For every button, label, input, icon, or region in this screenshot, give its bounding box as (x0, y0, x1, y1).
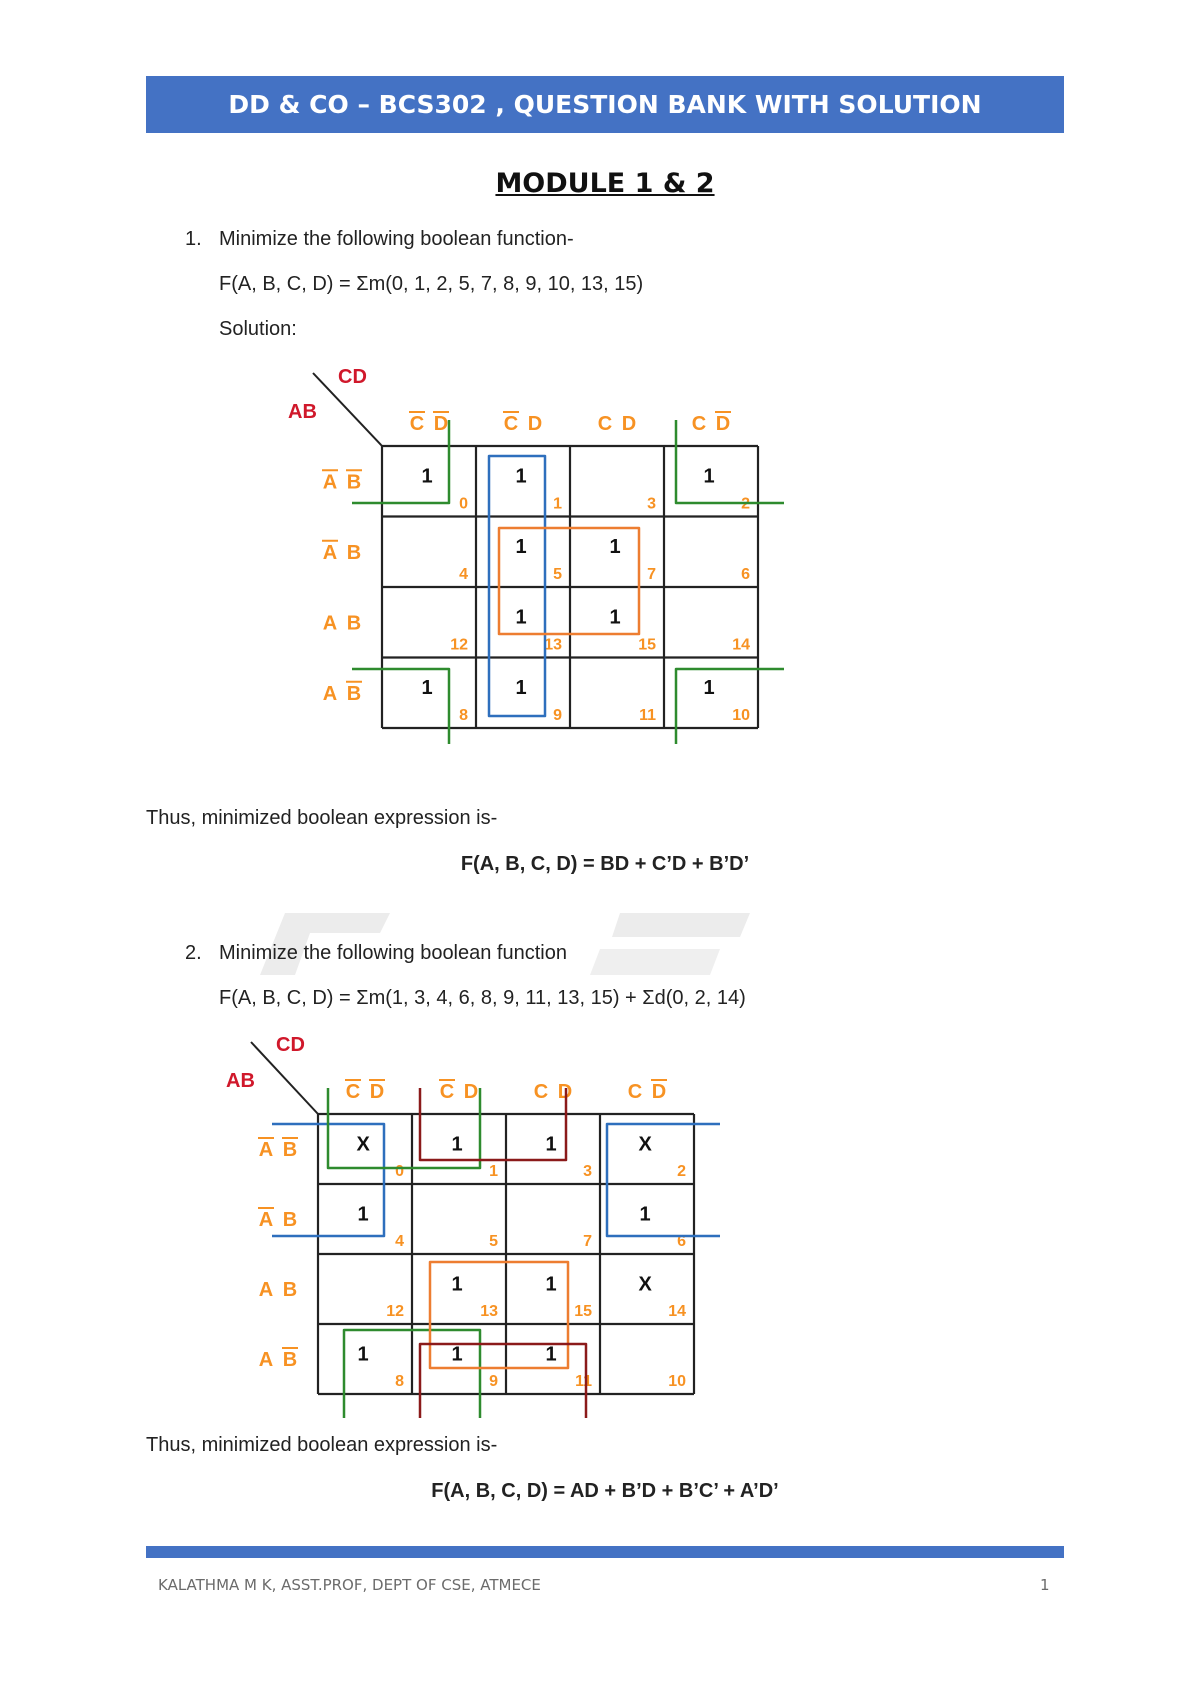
row-header-letter: A (258, 1279, 274, 1301)
col-header-letter: C (691, 413, 707, 435)
q2-result: F(A, B, C, D) = AD + B’D + B’C’ + A’D’ (431, 1480, 779, 1502)
q2-number: 2. (185, 942, 202, 964)
minterm-index: 2 (677, 1163, 686, 1180)
col-header-letter: C (597, 413, 613, 435)
kmap-cell-value: 1 (545, 1273, 557, 1296)
q1-number: 1. (185, 228, 202, 250)
row-header-letter: A (258, 1209, 274, 1231)
col-header-letter: D (527, 413, 543, 435)
col-header-letter: D (651, 1081, 667, 1103)
page-number: 1 (1040, 1576, 1050, 1594)
minterm-index: 14 (668, 1303, 686, 1320)
minterm-index: 3 (647, 495, 656, 513)
kmap-cell-value: 1 (515, 465, 527, 488)
kmap-cell-value: 1 (451, 1133, 463, 1156)
minterm-index: 6 (677, 1233, 686, 1250)
col-header-letter: D (463, 1081, 479, 1103)
q1-solution-label: Solution: (219, 318, 297, 340)
q1-result: F(A, B, C, D) = BD + C’D + B’D’ (460, 853, 750, 875)
minterm-index: 10 (668, 1373, 686, 1390)
footer-bar (146, 1546, 1064, 1558)
row-header-letter: A (258, 1349, 274, 1371)
kmap-cell-value: 1 (545, 1343, 557, 1366)
row-header-letter: B (346, 471, 362, 494)
header-title: DD & CO – BCS302 , QUESTION BANK WITH SOLUTION (228, 90, 982, 119)
row-header-letter: B (282, 1349, 298, 1371)
minterm-index: 12 (386, 1303, 404, 1320)
kmap-cell-value: 1 (421, 465, 433, 488)
kmap-cell-value: 1 (357, 1203, 369, 1226)
kmap-cell-value: 1 (609, 606, 621, 629)
q2-function: F(A, B, C, D) = Σm(1, 3, 4, 6, 8, 9, 11, 13, 15) + Σd(0, 2, 14) (219, 987, 746, 1009)
col-header-letter: D (715, 413, 731, 435)
row-header-letter: B (282, 1209, 298, 1231)
kmap-cell-value: 1 (357, 1343, 369, 1366)
minterm-index: 3 (583, 1163, 592, 1180)
col-header-letter: C (409, 413, 425, 435)
minterm-index: 1 (553, 495, 562, 513)
minterm-index: 9 (553, 707, 562, 724)
q2-conclusion: Thus, minimized boolean expression is- (146, 1434, 498, 1456)
kmap-corner-cd-label: CD (276, 1034, 305, 1056)
minterm-index: 12 (450, 636, 468, 654)
minterm-index: 1 (489, 1163, 498, 1180)
kmap-cell-value: 1 (451, 1343, 463, 1366)
row-header-letter: B (282, 1279, 298, 1301)
row-header-letter: B (346, 682, 362, 705)
minterm-index: 8 (395, 1373, 404, 1390)
row-header-letter: B (282, 1139, 298, 1161)
kmap-cell-value: X (638, 1273, 652, 1296)
q1-function: F(A, B, C, D) = Σm(0, 1, 2, 5, 7, 8, 9, 10, 13, 15) (219, 273, 644, 295)
kmap-cell-value: 1 (515, 606, 527, 629)
minterm-index: 7 (647, 566, 656, 583)
kmap-cell-value: 1 (545, 1133, 557, 1156)
kmap-cell-value: 1 (451, 1273, 463, 1296)
minterm-index: 15 (574, 1303, 592, 1320)
col-header-letter: C (503, 413, 519, 435)
minterm-index: 15 (638, 636, 656, 654)
group-darkred-bottom (420, 1344, 586, 1418)
col-header-letter: D (369, 1081, 385, 1103)
row-header-letter: B (346, 612, 362, 635)
row-header-letter: B (346, 541, 362, 564)
kmap-corner-ab-label: AB (288, 401, 317, 423)
q2-prompt: Minimize the following boolean function (219, 942, 567, 964)
col-header-letter: C (439, 1081, 455, 1103)
row-header-letter: A (322, 682, 338, 705)
minterm-index: 14 (732, 636, 750, 654)
minterm-index: 0 (395, 1163, 404, 1180)
minterm-index: 7 (583, 1233, 592, 1250)
minterm-index: 4 (395, 1233, 404, 1250)
minterm-index: 13 (480, 1303, 498, 1320)
kmap-corner-cd-label: CD (338, 366, 367, 388)
row-header-letter: A (322, 471, 338, 494)
kmap-cell-value: 1 (639, 1203, 651, 1226)
footer-author: KALATHMA M K, ASST.PROF, DEPT OF CSE, ATMECE (158, 1576, 541, 1594)
minterm-index: 0 (459, 495, 468, 513)
kmap-cell-value: X (356, 1133, 370, 1156)
minterm-index: 11 (639, 707, 656, 724)
minterm-index: 4 (459, 566, 468, 583)
col-header-letter: D (433, 413, 449, 435)
col-header-letter: D (621, 413, 637, 435)
col-header-letter: C (533, 1081, 549, 1103)
kmap-cell-value: 1 (703, 677, 715, 700)
kmap-cell-value: X (638, 1133, 652, 1156)
col-header-letter: D (557, 1081, 573, 1103)
minterm-index: 9 (489, 1373, 498, 1390)
q1-conclusion: Thus, minimized boolean expression is- (146, 807, 498, 829)
minterm-index: 5 (553, 566, 562, 583)
kmap-cell-value: 1 (421, 677, 433, 700)
module-title: MODULE 1 & 2 (495, 168, 715, 199)
minterm-index: 6 (741, 566, 750, 583)
row-header-letter: A (322, 612, 338, 635)
minterm-index: 11 (575, 1373, 592, 1390)
kmap-corner-ab-label: AB (226, 1070, 255, 1092)
kmap-cell-value: 1 (515, 677, 527, 700)
minterm-index: 8 (459, 707, 468, 724)
group-blue-loop-right (607, 1124, 720, 1236)
minterm-index: 13 (544, 636, 562, 654)
row-header-letter: A (258, 1139, 274, 1161)
kmap-cell-value: 1 (703, 465, 715, 488)
kmap-cell-value: 1 (515, 536, 527, 559)
q1-prompt: Minimize the following boolean function- (219, 228, 574, 250)
minterm-index: 2 (741, 495, 750, 513)
col-header-letter: C (627, 1081, 643, 1103)
col-header-letter: C (345, 1081, 361, 1103)
row-header-letter: A (322, 541, 338, 564)
kmap-cell-value: 1 (609, 536, 621, 559)
minterm-index: 10 (732, 707, 750, 724)
minterm-index: 5 (489, 1233, 498, 1250)
